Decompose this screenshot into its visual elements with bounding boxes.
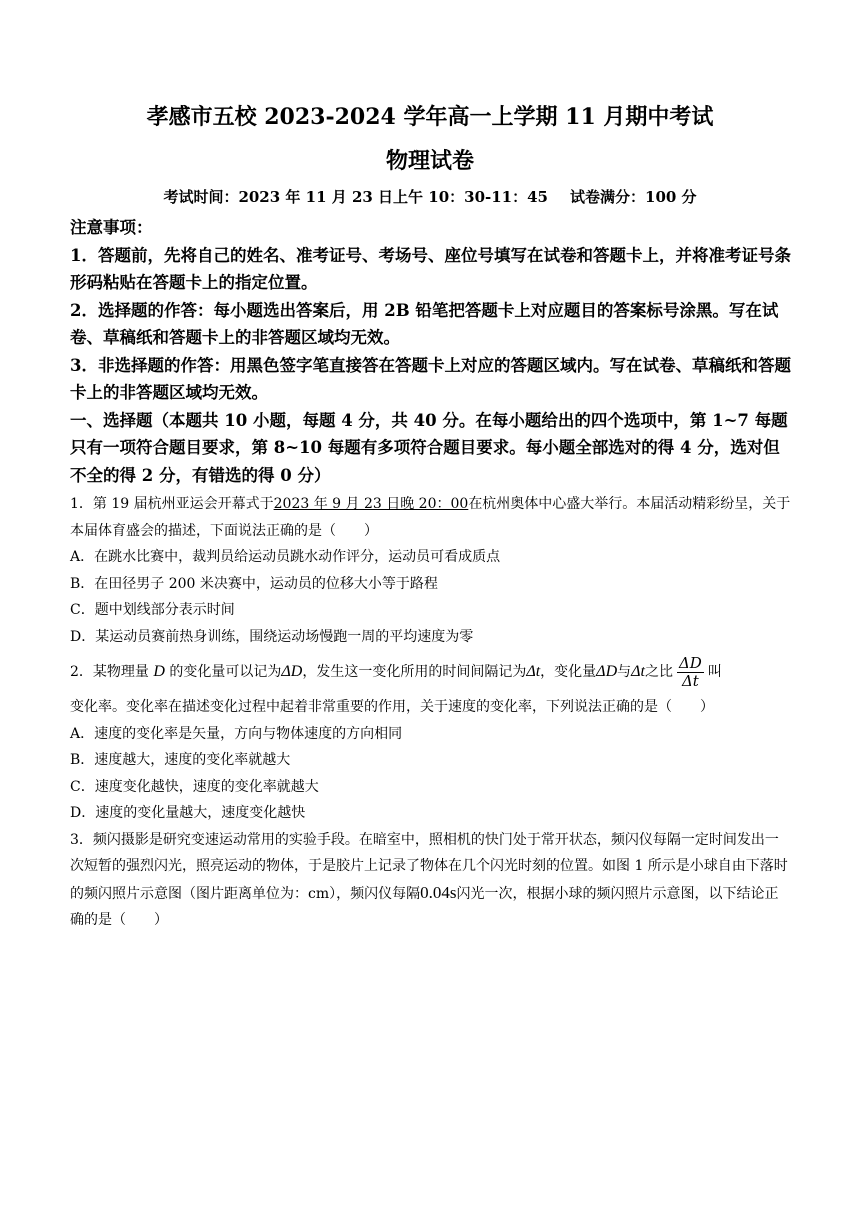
q2-part7: 叫 (707, 664, 722, 680)
q2-delta-t: Δt (526, 663, 541, 680)
q1-stem-pre: 1．第 19 届杭州亚运会开幕式于 (70, 496, 274, 512)
notice-item-1: 1．答题前，先将自己的姓名、准考证号、考场号、座位号填写在试卷和答题卡上，并将准考证号条形码粘贴在答题卡上的指定位置。 (70, 245, 791, 292)
q2-option-b: B．速度越大，速度的变化率就越大 (70, 752, 291, 768)
q2-part6: 之比 (644, 664, 673, 680)
exam-body (70, 212, 792, 934)
exam-title: 孝感市五校 2023-2024 学年高一上学期 11 月期中考试 (146, 104, 714, 130)
q2-part3: ，发生这一变化所用的时间间隔记为 (302, 664, 527, 680)
exam-time: 考试时间：2023 年 11 月 23 日上午 10：30-11：45 (163, 188, 548, 206)
question-1-stem (70, 491, 792, 544)
q1-option-b: B．在田径男子 200 米决赛中，运动员的位移大小等于路程 (70, 575, 438, 592)
exam-info (0, 186, 860, 208)
q2-fraction-numerator: ΔD (678, 653, 702, 672)
question-2-stem-line2: 变化率。变化率在描述变化过程中起着非常重要的作用，关于速度的变化率，下列说法正确的是（ ） (70, 699, 714, 715)
q2-fraction-denominator: Δt (681, 671, 699, 690)
q2-part4: ，变化量 (540, 664, 597, 680)
section-heading: 一、选择题（本题共 10 小题，每题 4 分，共 40 分。在每小题给出的四个选项中，第 1~7 每题只有一项符合题目要求，第 8~10 每题有多项符合题目要求。每小题全部选对的得 4 分，选对但不全的得 2 分，有错选的得 0 分） (70, 410, 788, 485)
q2-delta-t-2: Δt (631, 663, 645, 680)
q2-part1: 2．某物理量 (70, 664, 154, 680)
q1-underlined-time: 2023 年 9 月 23 日晚 20：00 (273, 496, 469, 512)
q3-flash-interval: 0.04s (420, 882, 457, 902)
notice-heading: 注意事项： (70, 218, 153, 237)
q2-delta-d: ΔD (281, 663, 303, 680)
q2-ratio-fraction (677, 655, 704, 690)
q1-stem-post: 在杭州奥体中心盛大举行。本届活动精彩纷呈，关于本届体育盛会的描述，下面说法正确的是（ ） (70, 496, 791, 539)
q2-part2: 的变化量可以记为 (164, 664, 282, 680)
full-score: 试卷满分：100 分 (570, 188, 697, 206)
q1-option-a: A．在跳水比赛中，裁判员给运动员跳水动作评分，运动员可看成质点 (70, 549, 501, 565)
q1-option-d: D．某运动员赛前热身训练，围绕运动场慢跑一周的平均速度为零 (70, 628, 474, 645)
q2-option-a: A．速度的变化率是矢量，方向与物体速度的方向相同 (70, 725, 403, 742)
notice-item-2: 2．选择题的作答：每小题选出答案后，用 2B 铅笔把答题卡上对应题目的答案标号涂黑。写在试卷、草稿纸和答题卡上的非答题区域均无效。 (70, 300, 779, 347)
q2-option-c: C．速度变化越快，速度的变化率就越大 (70, 778, 319, 795)
q1-option-c: C．题中划线部分表示时间 (70, 602, 235, 618)
q2-part5: 与 (617, 664, 632, 680)
q2-delta-d-2: ΔD (596, 663, 618, 680)
subject-title: 物理试卷 (385, 148, 474, 174)
q2-option-d: D．速度的变化量越大，速度变化越快 (70, 805, 306, 821)
question-3-stem (70, 827, 792, 934)
question-2-stem-line1 (70, 650, 792, 694)
notice-item-3: 3．非选择题的作答：用黑色签字笔直接答在答题卡上对应的答题区域内。写在试卷、草稿纸和答题卡上的非答题区域均无效。 (70, 355, 791, 402)
q3-stem-pre: 3．频闪摄影是研究变速运动常用的实验手段。在暗室中，照相机的快门处于常开状态，频闪仪每隔一定时间发出一次短暂的强烈闪光，照亮运动的物体，于是胶片上记录了物体在几个闪光时刻的位置。如图 1 所示是小球自由下落时的频闪照片示意图（图片距离单位为：cm），频闪仪每隔 (70, 831, 788, 902)
q2-var-d: D (153, 663, 165, 680)
q3-stem-post: 闪光一次，根据小球的频闪照片示意图，以下结论正确的是（ ） (70, 885, 779, 928)
